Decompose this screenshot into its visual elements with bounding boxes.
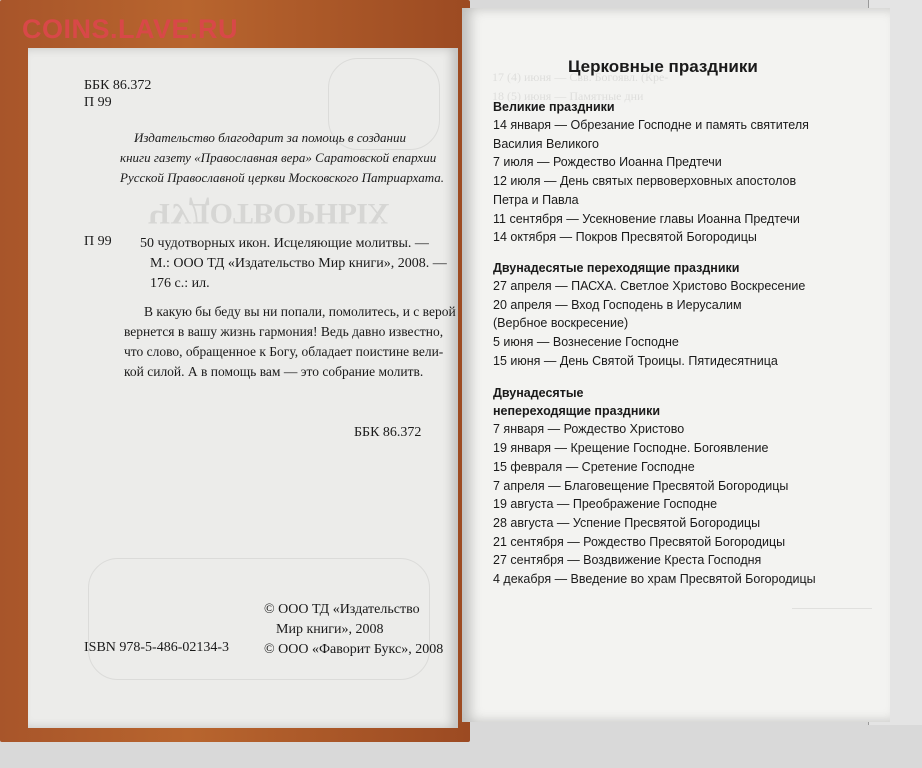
holiday-entry: 15 июня — День Святой Троицы. Пятидесятница (493, 353, 778, 368)
bleed-through: ЧУДОТВОРНЫХ (148, 197, 390, 230)
holiday-entry: 4 декабря — Введение во храм Пресвятой Богородицы (493, 572, 816, 587)
holiday-entry: 27 апреля — ПАСХА. Светлое Христово Воскресение (493, 278, 806, 293)
section-great-holidays (493, 98, 816, 247)
catalog-code-top: П 99 (84, 95, 112, 110)
holidays-list (493, 98, 816, 589)
annotation (124, 302, 456, 382)
holiday-entry: 7 апреля — Благовещение Пресвятой Богородицы (493, 478, 789, 493)
holiday-entry: 15 февраля — Сретение Господне (493, 459, 695, 474)
holiday-entry: 14 января — Обрезание Господне и память святителя (493, 118, 809, 132)
section-entries (493, 420, 816, 588)
section-heading: Двунадесятые переходящие праздники (493, 260, 740, 275)
holiday-entry: 5 июня — Вознесение Господне (493, 335, 679, 350)
holiday-entry: Василия Великого (493, 136, 599, 151)
holiday-entry: 14 октября — Покров Пресвятой Богородицы (493, 230, 757, 245)
copyright-line: Мир книги», 2008 (276, 622, 384, 637)
annotation-line: кой силой. А в помощь вам — это собрание молитв. (124, 364, 424, 379)
holiday-entry: 27 сентября — Воздвижение Креста Господня (493, 553, 762, 568)
holiday-entry: 12 июля — День святых первоверховных апостолов (493, 174, 797, 189)
annotation-line: что слово, обращенное к Богу, обладает поистине вели- (124, 344, 444, 359)
holiday-entry: 21 сентября — Рождество Пресвятой Богородицы (493, 534, 786, 549)
section-entries (493, 277, 816, 371)
thanks-line: Издательство благодарит за помощь в создании (133, 130, 407, 145)
holiday-entry: 19 января — Крещение Господне. Богоявление (493, 441, 769, 456)
holiday-entry: 7 января — Рождество Христово (493, 422, 685, 437)
thanks-line: книги газету «Православная вера» Саратовской епархии (120, 150, 437, 165)
holiday-entry: 20 апреля — Вход Господень в Иерусалим (493, 297, 742, 312)
holiday-entry: 7 июля — Рождество Иоанна Предтечи (493, 155, 722, 170)
publisher-thanks (120, 128, 445, 188)
catalog-entry (140, 234, 447, 294)
bleed-through-rule (792, 608, 872, 609)
section-heading: Великие праздники (493, 100, 615, 114)
annotation-line: вернется в вашу жизнь гармония! Ведь давно известно, (124, 324, 444, 339)
bleed-through: 17 (4) июня — Свв. Богоявл. (Кре- 18 (5) июня — Памятные дни (492, 70, 669, 103)
catalog-line: М.: ООО ТД «Издательство Мир книги», 2008. — (150, 256, 447, 271)
section-heading: непереходящие праздники (493, 404, 661, 419)
holiday-entry: Петра и Павла (493, 192, 579, 207)
copyright-block (264, 600, 443, 660)
section-fixed-feasts (493, 384, 816, 588)
section-entries (493, 116, 816, 247)
isbn: ISBN 978-5-486-02134-3 (84, 640, 230, 655)
copyright-line: © ООО ТД «Издательство (264, 602, 420, 617)
bbk-code-bottom: ББК 86.372 (354, 425, 422, 440)
catalog-line: 50 чудотворных икон. Исцеляющие молитвы. — (140, 236, 429, 251)
catalog-line: 176 с.: ил. (150, 276, 210, 291)
section-moveable-feasts (493, 259, 816, 371)
site-watermark: COINS.LAVE.RU (22, 14, 239, 44)
section-heading: Двунадесятые (493, 386, 584, 401)
thanks-line: Русской Православной церкви Московского Патриархата. (120, 170, 445, 185)
catalog-code: П 99 (84, 234, 112, 249)
holiday-entry: (Вербное воскресение) (493, 316, 629, 331)
holiday-entry: 28 августа — Успение Пресвятой Богородицы (493, 515, 761, 530)
copyright-line: © ООО «Фаворит Букс», 2008 (264, 642, 444, 657)
holiday-entry: 11 сентября — Усекновение главы Иоанна Предтечи (493, 211, 800, 226)
bbk-code-top: ББК 86.372 (84, 78, 152, 93)
page-title: Церковные праздники (568, 57, 758, 76)
holiday-entry: 19 августа — Преображение Господне (493, 497, 718, 512)
annotation-line: В какую бы беду вы ни попали, помолитесь, и с верой (144, 304, 456, 319)
